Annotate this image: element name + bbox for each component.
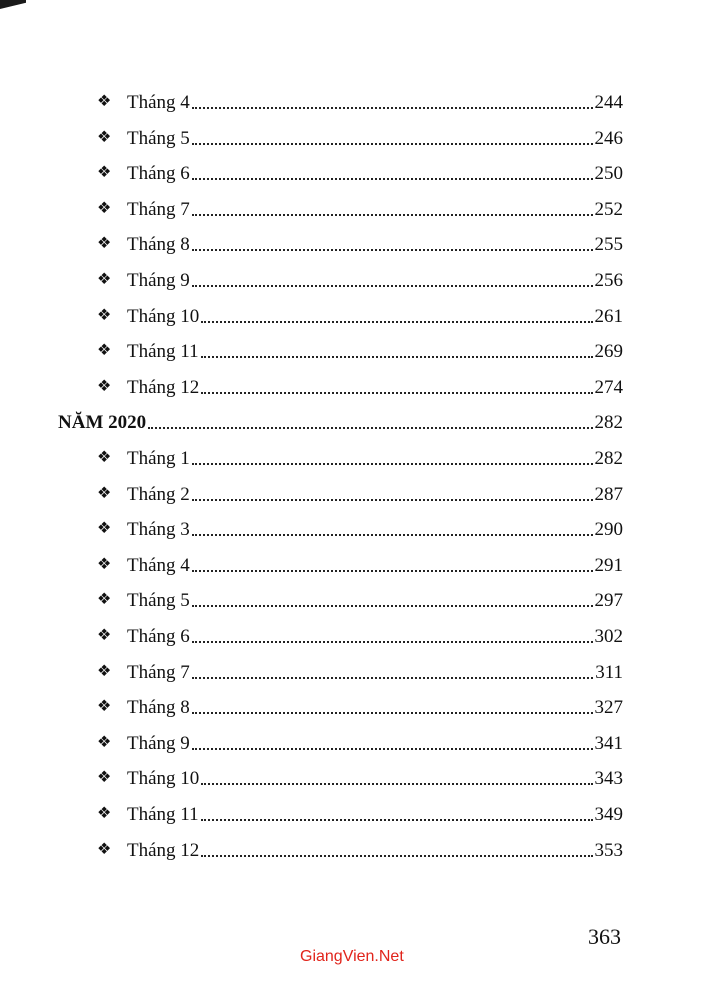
diamond-bullet-icon: ❖ — [97, 662, 112, 680]
dot-leader — [192, 570, 593, 572]
diamond-bullet-icon: ❖ — [97, 627, 112, 644]
diamond-bullet-icon: ❖ — [97, 377, 112, 395]
dot-leader — [201, 819, 593, 821]
diamond-bullet-icon: ❖ — [97, 840, 112, 858]
toc-entry-page: 255 — [594, 234, 623, 256]
diamond-bullet-icon: ❖ — [97, 235, 112, 253]
toc-entry — [97, 828, 623, 862]
toc-entry-page: 349 — [594, 804, 623, 825]
toc-entry — [97, 116, 623, 150]
toc-entry-label: Tháng 9 — [127, 732, 190, 754]
toc-entry-page: 297 — [594, 590, 623, 612]
dot-leader — [192, 712, 593, 714]
dot-leader — [201, 392, 592, 394]
toc-entry — [97, 685, 623, 719]
toc-entry-page: 261 — [594, 305, 623, 327]
toc-entry — [97, 258, 623, 292]
toc-entry-label: Tháng 12 — [127, 839, 200, 861]
diamond-bullet-icon: ❖ — [97, 128, 112, 146]
toc-entry — [97, 187, 623, 221]
diamond-bullet-icon: ❖ — [97, 449, 112, 466]
toc-entry — [97, 329, 623, 363]
diamond-bullet-icon: ❖ — [97, 698, 112, 716]
toc-entry-label: Tháng 7 — [127, 661, 190, 683]
diamond-bullet-icon: ❖ — [97, 93, 112, 110]
diamond-bullet-icon: ❖ — [97, 555, 112, 573]
toc-entry — [97, 614, 623, 648]
toc-entry-page: 353 — [594, 839, 623, 861]
page-number: 363 — [588, 924, 621, 949]
toc-entry — [97, 543, 623, 577]
toc-entry-label: NĂM 2020 — [58, 412, 147, 434]
toc-entry-page: 311 — [595, 661, 623, 683]
toc-entry — [97, 578, 623, 612]
toc-entry — [97, 507, 623, 541]
toc-entry — [97, 792, 623, 826]
toc-entry-label: Tháng 7 — [127, 198, 190, 220]
diamond-bullet-icon: ❖ — [97, 591, 112, 609]
dot-leader — [148, 427, 592, 429]
dot-leader — [192, 463, 593, 465]
watermark: GiangVien.Net — [300, 948, 404, 965]
toc-entry-page: 302 — [594, 626, 623, 647]
toc-entry — [97, 472, 623, 506]
dot-leader — [192, 499, 593, 501]
dot-leader — [192, 143, 593, 145]
toc-entry-label: Tháng 11 — [127, 804, 199, 825]
toc-entry — [97, 721, 623, 755]
dot-leader — [192, 178, 593, 180]
toc-section-heading — [58, 400, 623, 434]
diamond-bullet-icon: ❖ — [97, 520, 112, 538]
toc-entry-label: Tháng 6 — [127, 163, 190, 185]
diamond-bullet-icon: ❖ — [97, 164, 112, 182]
dot-leader — [192, 641, 593, 643]
diamond-bullet-icon: ❖ — [97, 805, 112, 822]
toc-entry — [97, 222, 623, 256]
diamond-bullet-icon: ❖ — [97, 306, 112, 324]
diamond-bullet-icon: ❖ — [97, 769, 112, 787]
toc-entry-page: 244 — [594, 92, 623, 113]
dot-leader — [201, 855, 592, 857]
toc-entry-label: Tháng 2 — [127, 483, 190, 505]
toc-entry-page: 291 — [594, 554, 623, 576]
dot-leader — [192, 107, 593, 109]
toc-entry-label: Tháng 5 — [127, 127, 190, 149]
dot-leader — [192, 605, 593, 607]
toc-entry-page: 252 — [594, 198, 623, 220]
dot-leader — [201, 356, 593, 358]
toc-entry — [97, 294, 623, 328]
toc-entry-page: 269 — [594, 341, 623, 363]
toc-entry — [97, 151, 623, 185]
toc-entry-label: Tháng 8 — [127, 697, 190, 719]
toc-entry-page: 250 — [594, 163, 623, 185]
toc-entry-label: Tháng 5 — [127, 590, 190, 612]
toc-entry — [97, 650, 623, 684]
toc-entry-page: 282 — [594, 448, 623, 469]
dot-leader — [192, 214, 593, 216]
dot-leader — [192, 677, 593, 679]
dot-leader — [201, 321, 592, 323]
toc-entry-label: Tháng 4 — [127, 92, 190, 113]
toc-entry-label: Tháng 1 — [127, 448, 190, 469]
toc-entry-label: Tháng 10 — [127, 768, 200, 790]
toc-entry-page: 256 — [594, 270, 623, 291]
dot-leader — [192, 748, 593, 750]
toc-entry-page: 290 — [594, 519, 623, 541]
toc-entry-label: Tháng 9 — [127, 270, 190, 291]
diamond-bullet-icon: ❖ — [97, 271, 112, 288]
toc-entry-page: 287 — [594, 483, 623, 505]
toc-entry-label: Tháng 11 — [127, 341, 199, 363]
corner-scan-mark — [0, 0, 26, 9]
toc-entry-label: Tháng 12 — [127, 376, 200, 398]
toc-entry-label: Tháng 4 — [127, 554, 190, 576]
toc-entry-label: Tháng 10 — [127, 305, 200, 327]
toc-entry-page: 246 — [594, 127, 623, 149]
toc-entry-page: 341 — [594, 732, 623, 754]
diamond-bullet-icon: ❖ — [97, 484, 112, 502]
toc-entry-page: 343 — [594, 768, 623, 790]
toc-entry-label: Tháng 6 — [127, 626, 190, 647]
toc-entry — [97, 365, 623, 399]
toc-entry-page: 274 — [594, 376, 623, 398]
dot-leader — [201, 783, 592, 785]
diamond-bullet-icon: ❖ — [97, 342, 112, 360]
dot-leader — [192, 249, 593, 251]
diamond-bullet-icon: ❖ — [97, 733, 112, 751]
dot-leader — [192, 285, 593, 287]
toc-entry — [97, 756, 623, 790]
toc-entry-page: 282 — [594, 412, 623, 434]
toc-entry-label: Tháng 8 — [127, 234, 190, 256]
dot-leader — [192, 534, 593, 536]
toc-entry — [97, 436, 623, 470]
toc-entry-page: 327 — [594, 697, 623, 719]
toc-entry-label: Tháng 3 — [127, 519, 190, 541]
toc-entry — [97, 80, 623, 114]
diamond-bullet-icon: ❖ — [97, 199, 112, 217]
